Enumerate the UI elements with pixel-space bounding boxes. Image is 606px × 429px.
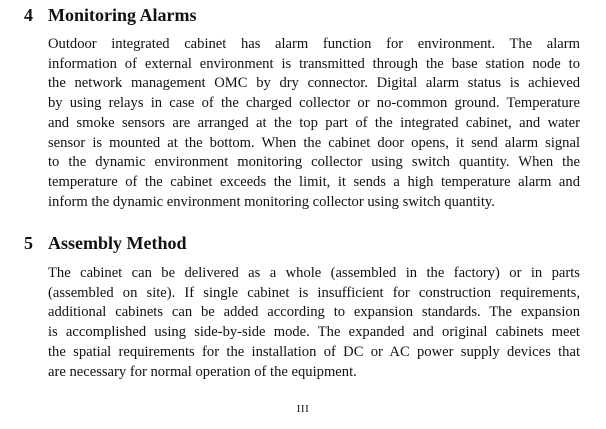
text-line: Outdoor integrated cabinet has alarm function for environment. The alarm — [48, 36, 580, 52]
text-line: The cabinet can be delivered as a whole (assembled in the factory) or in parts — [48, 265, 580, 281]
section-paragraph — [48, 35, 580, 212]
text-line: the network management OMC by dry connector. Digital alarm status is achieved — [48, 75, 580, 92]
text-line: the spatial requirements for the installation of DC or AC power supply devices that — [48, 343, 580, 360]
text-line: (assembled on site). If single cabinet is insufficient for construction requirements, — [48, 284, 580, 301]
section-number: 5 — [24, 233, 33, 253]
page-number: III — [296, 403, 310, 415]
section-title: Assembly Method — [48, 233, 187, 253]
section-title: Monitoring Alarms — [48, 5, 197, 25]
text-line: are necessary for normal operation of the equipment. — [48, 363, 357, 380]
text-line: by using relays in case of the charged collector or no-common ground. Temperature — [48, 95, 580, 112]
text-line: is accomplished using side-by-side mode. The expanded and original cabinets meet — [48, 324, 580, 341]
section-number: 4 — [24, 5, 33, 25]
section-heading — [24, 4, 197, 26]
text-line: temperature of the cabinet exceeds the limit, it sends a high temperature alarm and — [48, 173, 580, 190]
text-line: information of external environment is transmitted through the base station node to — [48, 55, 580, 72]
section-paragraph — [48, 264, 580, 382]
text-line: additional cabinets can be added according to expansion standards. The expansion — [48, 304, 580, 321]
text-line: and smoke sensors are arranged at the top part of the integrated cabinet, and water — [48, 114, 580, 131]
section-heading — [24, 232, 187, 254]
text-line: inform the dynamic environment monitoring collector using switch quantity. — [48, 193, 495, 210]
text-line: sensor is mounted at the bottom. When the cabinet door opens, it send alarm signal — [48, 134, 580, 151]
text-line: to the dynamic environment monitoring collector using switch quantity. When the — [48, 154, 580, 171]
